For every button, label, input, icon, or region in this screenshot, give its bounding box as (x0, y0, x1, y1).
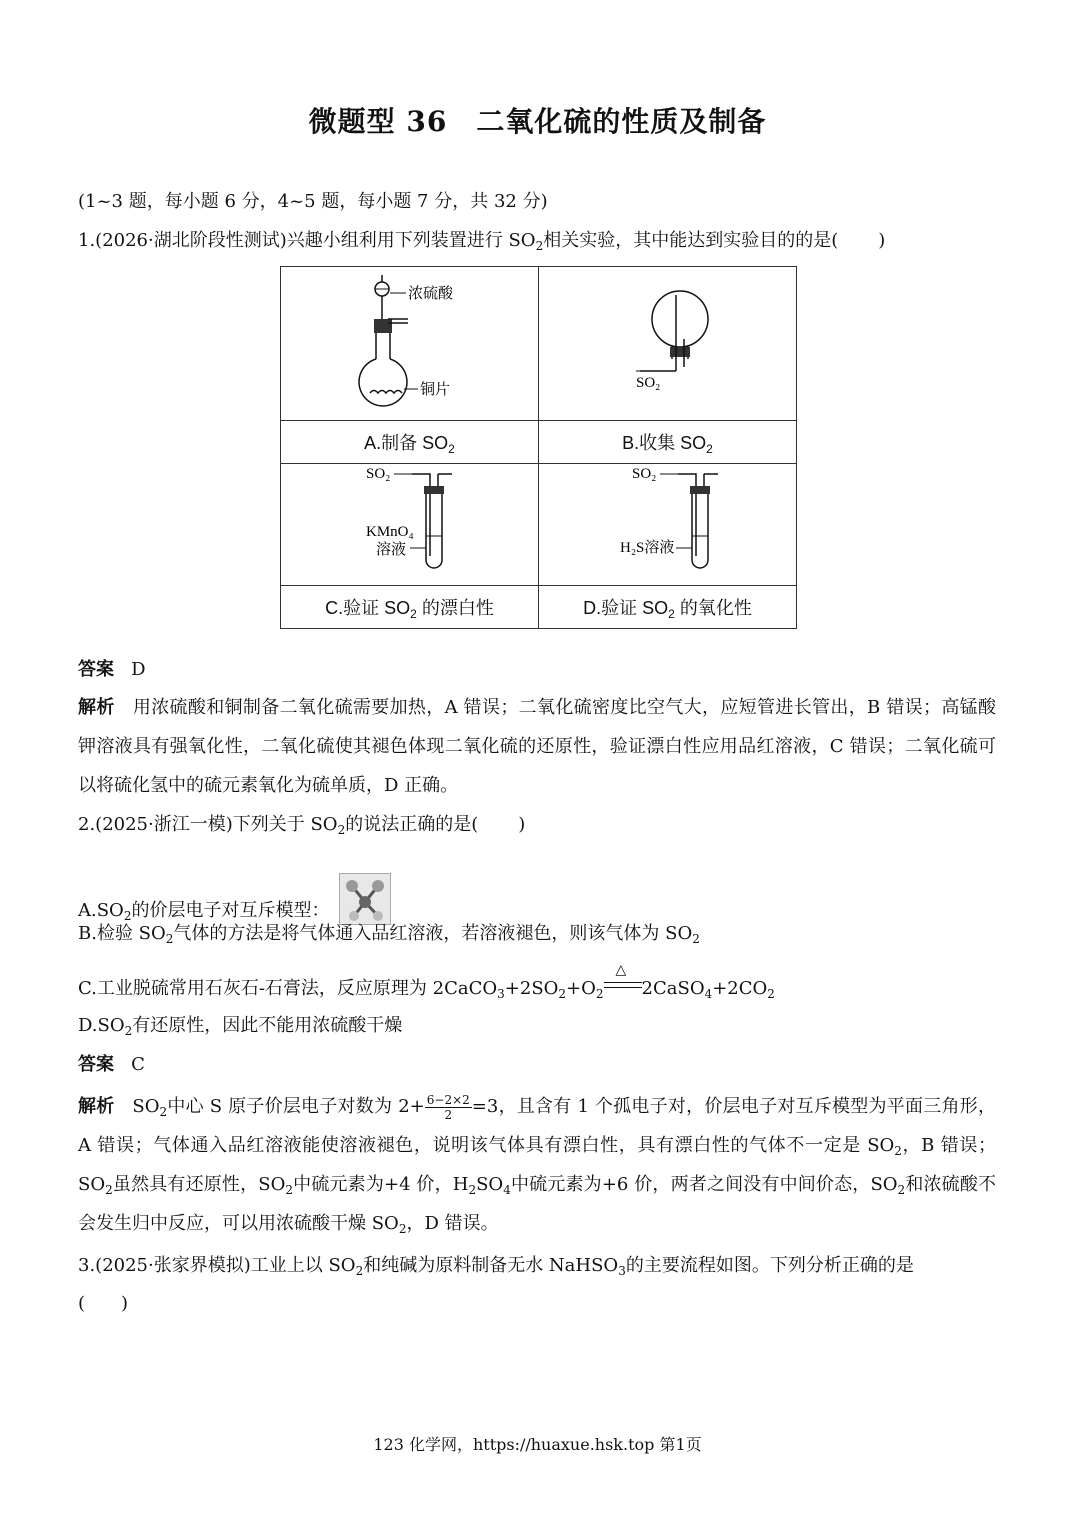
q1-stem: 1.(2026·湖北阶段性测试)兴趣小组利用下列装置进行 $SO_2$相关实验，其中能达到实验目的的是( ) (78, 230, 886, 253)
page-footer: 123 化学网，https://huaxue.hsk.top 第1页 (373, 1435, 702, 1454)
apparatus-a-figure (281, 267, 539, 421)
q1-answer: 答案 D (78, 659, 146, 680)
vsepr-model-image (339, 873, 391, 925)
q3-stem: 3.(2025·张家界模拟)工业上以 $SO_2$和纯碱为原料制备无水 NaHSO$_3$的主要流程如图。下列分析正确的是 (78, 1255, 914, 1278)
option-a-caption: A.制备 $SO_2$ (281, 421, 539, 464)
q2-option-d: $D.SO_2$有还原性，因此不能用浓硫酸干燥 (78, 1015, 403, 1038)
q1-analysis: 解析 用浓硫酸和铜制备二氧化硫需要加热，A 错误；二氧化硫密度比空气大，应短管进长管出，B 错误；高锰酸钾溶液具有强氧化性，二氧化硫使其褪色体现二氧化硫的还原性，验证漂白性应用品红溶液，C 错误；二氧化硫可以将硫化氢中的硫元素氧化为硫单质，D 正确。 (78, 697, 997, 796)
label-kmno4: KMnO₄ (365, 524, 414, 540)
q2-option-a: $A.SO_2$的价层电子对互斥模型： (78, 873, 391, 925)
q2-option-b: B.检验 $SO_2$气体的方法是将气体通入品红溶液，若溶液褪色，则该气体为 $SO_2$ (78, 923, 700, 946)
q2-answer: 答案 C (78, 1054, 145, 1075)
option-c-caption: C.验证 $SO_2$ 的漂白性 (281, 586, 539, 629)
option-b-caption: B.收集 $SO_2$ (539, 421, 797, 464)
score-note: (1~3 题，每小题 6 分，4~5 题，每小题 7 分，共 32 分) (78, 191, 548, 212)
heat-equals-sign: △ (604, 976, 642, 996)
option-d-caption: D.验证 $SO_2$ 的氧化性 (539, 586, 797, 629)
label-conc-acid: 浓硫酸 (407, 286, 453, 302)
label-solution: 溶液 (375, 542, 406, 558)
label-so2-d: SO₂ (631, 466, 656, 482)
electron-pair-fraction: $\frac{6-2\times 2}{2}$ (426, 1092, 470, 1122)
q3-paren: ( ) (78, 1293, 129, 1314)
apparatus-table (280, 266, 797, 629)
label-h2s: H₂S溶液 (619, 540, 674, 556)
q2-stem: 2.(2025·浙江一模)下列关于 $SO_2$的说法正确的是( ) (78, 814, 526, 837)
label-so2-c: SO₂ (365, 466, 390, 482)
q2-analysis: 解析 $SO_2$中心 S 原子价层电子对数为 2+ $\frac{6-2\times 2}{2}$ =3，且含有 1 个孤电子对，价层电子对互斥模型为平面三角形，A 错误；气体通入品红溶液能使溶液褪色，说明该气体具有漂白性，具有漂白性的气体不一定是 $SO_2$，B 错误；$SO_2$虽然具有还原性，$SO_2$中硫元素为+4 价，$H_2SO_4$中硫元素为+6 价，两者之间没有中间价态，$SO_2$和浓硫酸不会发生归中反应，可以用浓硫酸干燥 $SO_2$，D 错误。 (78, 1092, 997, 1236)
apparatus-d-figure (539, 464, 797, 586)
q2-option-c: C.工业脱硫常用石灰石-石膏法，反应原理为 $2CaCO_3+2SO_2+O_2$ △ $2CaSO_4+2CO_2$ (78, 962, 775, 1001)
page-title: 微题型 36 二氧化硫的性质及制备 (308, 105, 767, 138)
apparatus-b-figure (539, 267, 797, 421)
apparatus-c-figure (281, 464, 539, 586)
label-so2-b: SO₂ (635, 375, 660, 391)
label-copper: 铜片 (419, 382, 450, 398)
